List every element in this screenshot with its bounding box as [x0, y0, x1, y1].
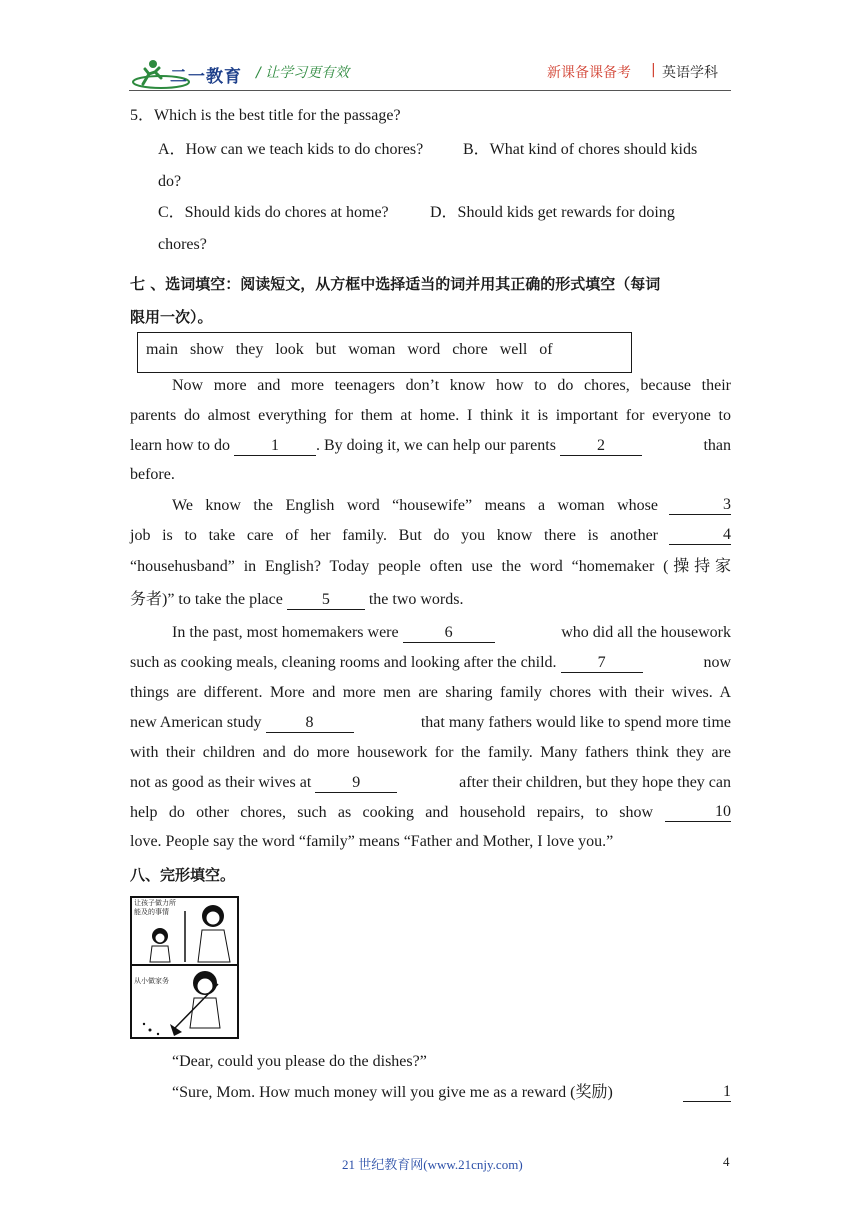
cloze-blank-1: 1 — [683, 1083, 731, 1102]
option-c: C．Should kids do chores at home? — [158, 204, 389, 221]
para3-line6 — [130, 773, 731, 793]
option-a: A．How can we teach kids to do chores? — [158, 141, 424, 158]
section-7-heading-cont: 限用一次）。 — [130, 308, 213, 326]
text: after their children, but they hope they can — [459, 774, 731, 791]
logo-text: 二一教育 — [170, 67, 242, 87]
para2-line2: job is to take care of her family. But do you know there is another — [130, 527, 658, 544]
para3-line5: with their children and do more housework for the family. Many fathers think they are — [130, 744, 731, 761]
text: now — [703, 654, 731, 671]
para3-line2 — [130, 653, 731, 673]
blank-7: 7 — [561, 654, 643, 673]
para3-line4 — [130, 713, 731, 733]
page-number: 4 — [723, 1154, 730, 1169]
section-7-heading: 七 、选词填空：阅读短文，从方框中选择适当的词并用其正确的形式填空（每词 — [130, 275, 661, 293]
option-b-continued: do? — [158, 173, 182, 190]
blank-8: 8 — [266, 714, 354, 733]
footer-site: 21 世纪教育网(www.21cnjy.com) — [342, 1157, 523, 1172]
para3-line1 — [172, 623, 731, 643]
header-course-label: 新课备课备考 — [547, 65, 631, 81]
section-8-heading: 八、完形填空。 — [130, 866, 236, 884]
blank-10: 10 — [665, 803, 731, 822]
para2-line1: We know the English word “housewife” means a woman whose — [172, 497, 658, 514]
blank-9: 9 — [315, 774, 397, 793]
comic-caption-bottom: 从小做家务 — [134, 977, 169, 985]
text: “Sure, Mom. How much money will you give me as a reward (奖励) — [172, 1084, 613, 1101]
para2-line3: “househusband” in English? Today people often use the word “homemaker (操持家 — [130, 558, 731, 575]
para3-line8: love. People say the word “family” means “Father and Mother, I love you.” — [130, 833, 614, 850]
text: not as good as their wives at — [130, 774, 316, 791]
question-5-stem: 5．Which is the best title for the passage? — [130, 107, 401, 124]
text: learn how to do — [130, 437, 234, 454]
text: In the past, most homemakers were — [172, 624, 403, 641]
text: that many fathers would like to spend more time — [420, 714, 731, 731]
para1-line2: parents do almost everything for them at home. I think it is important for everyone to — [130, 407, 731, 424]
blank-6: 6 — [403, 624, 495, 643]
dialog-line-1: “Dear, could you please do the dishes?” — [172, 1053, 427, 1070]
para2-line4 — [130, 590, 463, 610]
blank-4: 4 — [669, 526, 731, 545]
option-b: B．What kind of chores should kids — [463, 141, 698, 158]
word-box-words: main show they look but woman word chore well of — [146, 341, 553, 358]
option-d-continued: chores? — [158, 236, 207, 253]
blank-5: 5 — [287, 591, 365, 610]
blank-2: 2 — [560, 437, 642, 456]
dialog-line-2 — [172, 1083, 731, 1103]
option-d: D．Should kids get rewards for doing — [430, 204, 675, 221]
para1-line1: Now more and more teenagers don’t know how to do chores, because their — [172, 377, 731, 394]
para1-line3 — [130, 436, 731, 456]
blank-1: 1 — [234, 437, 316, 456]
text: who did all the housework — [561, 624, 731, 641]
text: the two words. — [364, 591, 464, 608]
text: 务者)” to take the place — [130, 591, 287, 608]
blank-3: 3 — [669, 496, 731, 515]
text: . By doing it, we can help our parents — [315, 437, 560, 454]
para1-line4: before. — [130, 466, 175, 483]
header-slogan: / 让学习更有效 — [256, 65, 350, 81]
text: such as cooking meals, cleaning rooms and looking after the child. — [130, 654, 561, 671]
text: than — [703, 437, 731, 454]
comic-illustration — [130, 896, 239, 1039]
comic-caption-top: 让孩子做力所能及的事情 — [134, 899, 176, 916]
header-subject: 英语学科 — [662, 65, 718, 81]
text: new American study — [130, 714, 266, 731]
header-separator: | — [651, 62, 656, 78]
para3-line7: help do other chores, such as cooking and household repairs, to show — [130, 804, 653, 821]
header-divider — [129, 90, 731, 91]
para3-line3: things are different. More and more men are sharing family chores with their wives. A — [130, 684, 731, 701]
